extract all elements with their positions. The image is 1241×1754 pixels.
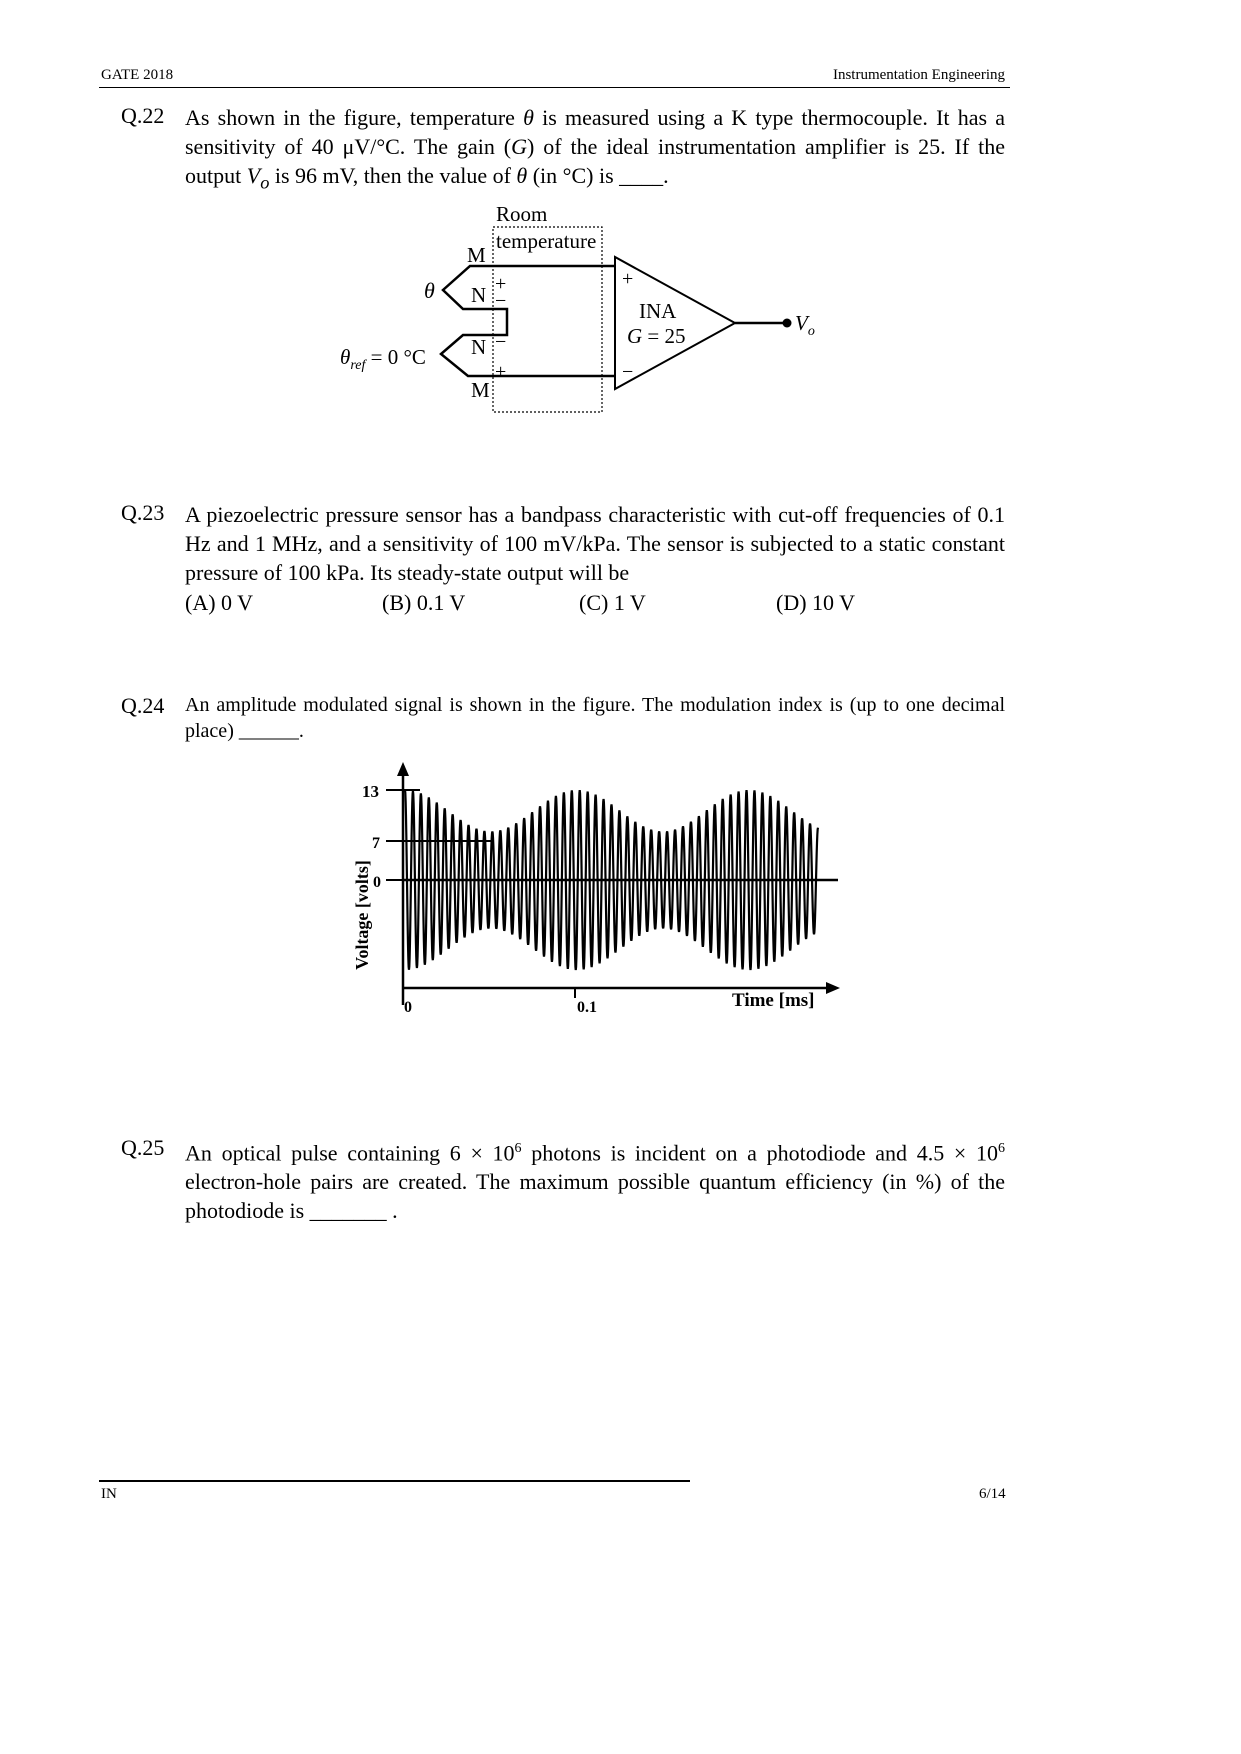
q22-text: As shown in the figure, temperature θ is measured using a K type thermocouple. It has a sensitivity of 40 μV/°C. The gain (G) of the ideal instrumentation amplifier is 25. If the output $V_o$ is 96 mV, then the value of θ (in °C) is ____. (185, 105, 1005, 193)
y-axis-arrow (397, 762, 409, 776)
q23-option-d: (D) 10 V (776, 590, 856, 615)
room-label: Room (496, 202, 548, 226)
label-m-bottom: M (471, 378, 490, 402)
header-subject: Instrumentation Engineering (832, 67, 1005, 83)
q23-option-c: (C) 1 V (579, 590, 646, 615)
y-tick-7: 7 (372, 835, 380, 852)
label-m-top: M (467, 243, 486, 267)
q23-text: A piezoelectric pressure sensor has a bandpass characteristic with cut-off frequencies of 0.1 Hz and 1 MHz, and a sensitivity of 100 mV/kPa. The sensor is subjected to a static constant pressure of 100 kPa. Its steady-state output will be (185, 502, 1005, 585)
y-tick-0: 0 (373, 874, 381, 891)
am-signal-chart (340, 755, 860, 1025)
q23-option-a: (A) 0 V (185, 590, 254, 615)
header-exam-name: GATE 2018 (101, 67, 174, 83)
footer-rule (99, 1480, 690, 1482)
output-label: $V_o$ (795, 311, 815, 339)
x-axis-arrow (826, 982, 840, 994)
footer-page-number: 6/14 (979, 1486, 1006, 1502)
q24-number: Q.24 (121, 693, 165, 718)
q25-text: An optical pulse containing $6 \times 10^6$ photons is incident on a photodiode and $4.5 \times 10^6$ electron-hole pairs are created. The maximum possible quantum efficiency (in %) of the photodiode is _______ . (185, 1140, 1005, 1224)
x-axis-label: Time [ms] (732, 990, 815, 1011)
amp-name: INA (639, 299, 677, 323)
polarity-plus-top: + (495, 273, 507, 295)
q22-circuit-diagram (330, 195, 870, 425)
y-axis-label: Voltage [volts] (352, 860, 372, 970)
q23-number: Q.23 (121, 500, 165, 525)
output-node (783, 319, 792, 328)
label-n-bottom: N (471, 335, 487, 359)
amp-plus-input: + (622, 268, 634, 290)
polarity-minus-bottom: − (495, 331, 507, 353)
room-temperature-box (493, 227, 602, 412)
x-tick-label-0: 0 (404, 999, 412, 1016)
amp-gain: G = 25 (627, 324, 686, 348)
y-tick-13: 13 (362, 782, 379, 801)
polarity-minus-top: − (495, 290, 507, 312)
q22-number: Q.22 (121, 103, 165, 128)
temperature-label: temperature (496, 229, 597, 253)
amp-minus-input: − (622, 361, 634, 383)
q24-text: An amplitude modulated signal is shown in the figure. The modulation index is (up to one decimal place) ______. (185, 694, 1005, 742)
q23-option-b: (B) 0.1 V (382, 590, 466, 615)
x-tick-label-0.1: 0.1 (577, 999, 597, 1016)
footer-paper-code: IN (101, 1486, 117, 1502)
label-n-top: N (471, 283, 487, 307)
polarity-plus-bottom: + (495, 361, 507, 383)
theta-ref-label: $\theta_{ref} = 0$ °C (340, 345, 426, 373)
theta-label: θ (424, 278, 435, 303)
header-rule (99, 87, 1010, 88)
q25-number: Q.25 (121, 1135, 165, 1160)
